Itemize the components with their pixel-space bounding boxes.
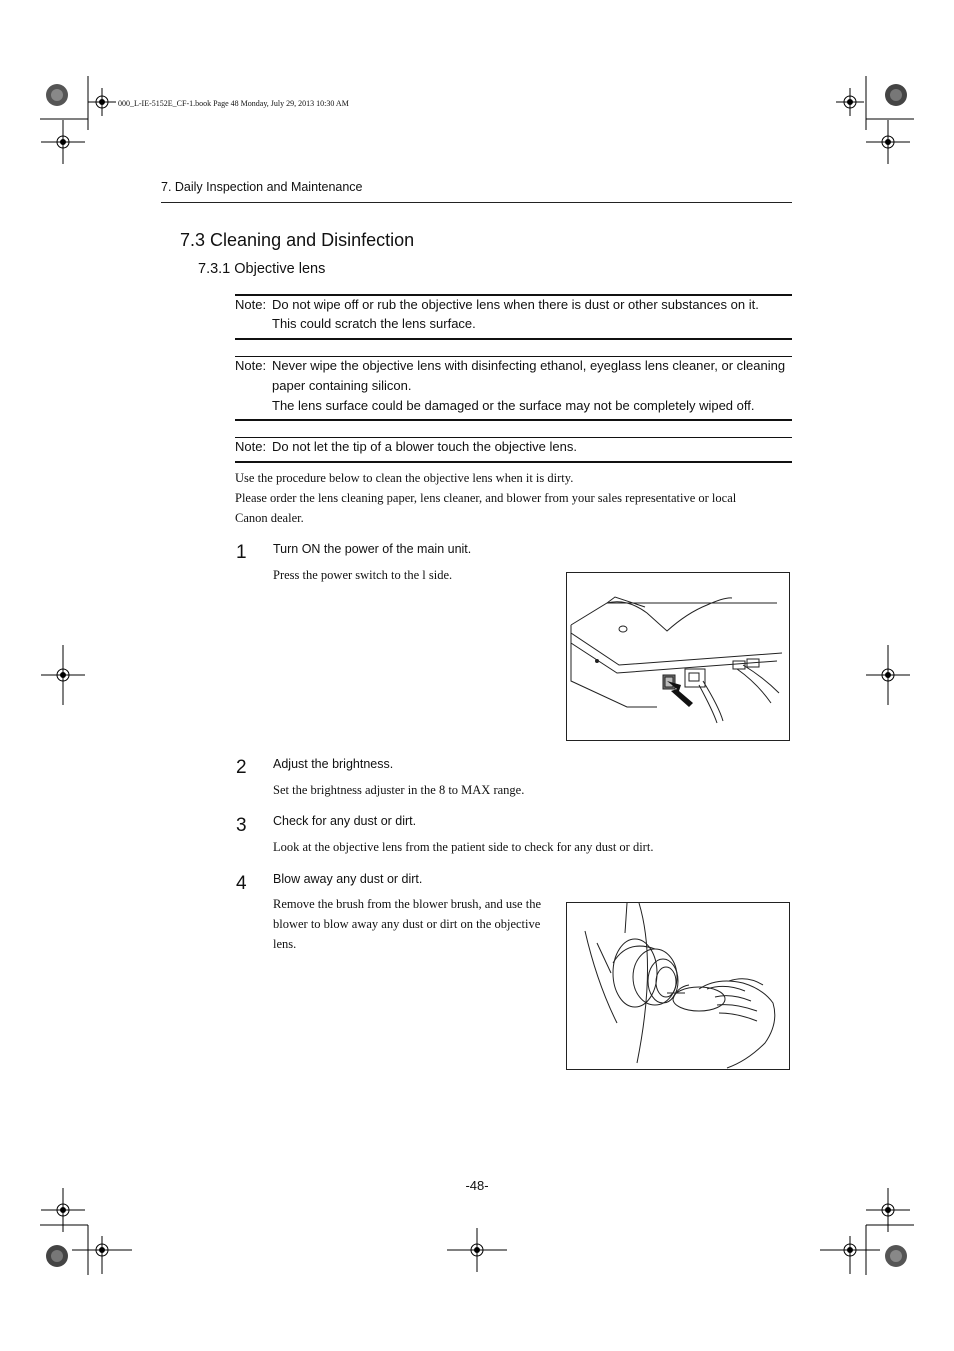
step-title: Adjust the brightness. [273,757,394,771]
step-title: Turn ON the power of the main unit. [273,542,472,556]
running-head: 7. Daily Inspection and Maintenance [161,180,363,194]
note-box [235,356,792,421]
lens-blower-drawing [567,903,789,1069]
note-label: Note: [235,439,267,454]
subsection-title: 7.3.1 Objective lens [198,261,326,277]
intro-line: Canon dealer. [235,511,304,525]
step-description [273,894,541,954]
note-box [235,437,792,463]
note-top-rule [235,294,792,296]
note-text: Do not let the tip of a blower touch the objective lens. [272,439,577,454]
step-description: Look at the objective lens from the patient side to check for any dust or dirt. [273,840,654,854]
blower-illustration [566,902,790,1070]
step-description-line: Remove the brush from the blower brush, and use the [273,897,541,911]
step-title: Check for any dust or dirt. [273,814,417,828]
note-text: paper containing silicon. [272,378,412,393]
note-text: Never wipe the objective lens with disinfecting ethanol, eyeglass lens cleaner, or cleaning [272,358,786,373]
step-number: 4 [236,873,247,894]
step-description-line: lens. [273,937,297,951]
header-rule [161,202,792,203]
device-power-drawing [567,573,789,740]
page-number: -48- [465,1178,489,1193]
intro-line: Please order the lens cleaning paper, lens cleaner, and blower from your sales representative or local [235,491,737,505]
step-number: 2 [236,757,247,778]
note-label: Note: [235,358,267,373]
note-bottom-rule [235,419,792,421]
note-bottom-rule [235,461,792,463]
step-description: Press the power switch to the l side. [273,568,453,582]
note-top-rule [235,356,792,357]
note-top-rule [235,437,792,438]
note-label: Note: [235,297,267,312]
step-description-line: blower to blow away any dust or dirt on the objective [273,917,541,931]
printer-info-line: 000_L-IE-5152E_CF-1.book Page 48 Monday, July 29, 2013 10:30 AM [118,99,349,108]
note-text: Do not wipe off or rub the objective lens when there is dust or other substances on it. [272,297,759,312]
step-title: Blow away any dust or dirt. [273,872,423,886]
note-bottom-rule [235,338,792,340]
intro-paragraph [235,468,795,528]
note-box [235,294,792,340]
power-switch-illustration [566,572,790,741]
step-description: Set the brightness adjuster in the 8 to MAX range. [273,783,525,797]
note-text: The lens surface could be damaged or the surface may not be completely wiped off. [272,398,755,413]
step-number: 3 [236,815,247,836]
step-number: 1 [236,542,247,563]
intro-line: Use the procedure below to clean the objective lens when it is dirty. [235,471,574,485]
note-text: This could scratch the lens surface. [272,316,476,331]
section-title: 7.3 Cleaning and Disinfection [180,230,415,250]
